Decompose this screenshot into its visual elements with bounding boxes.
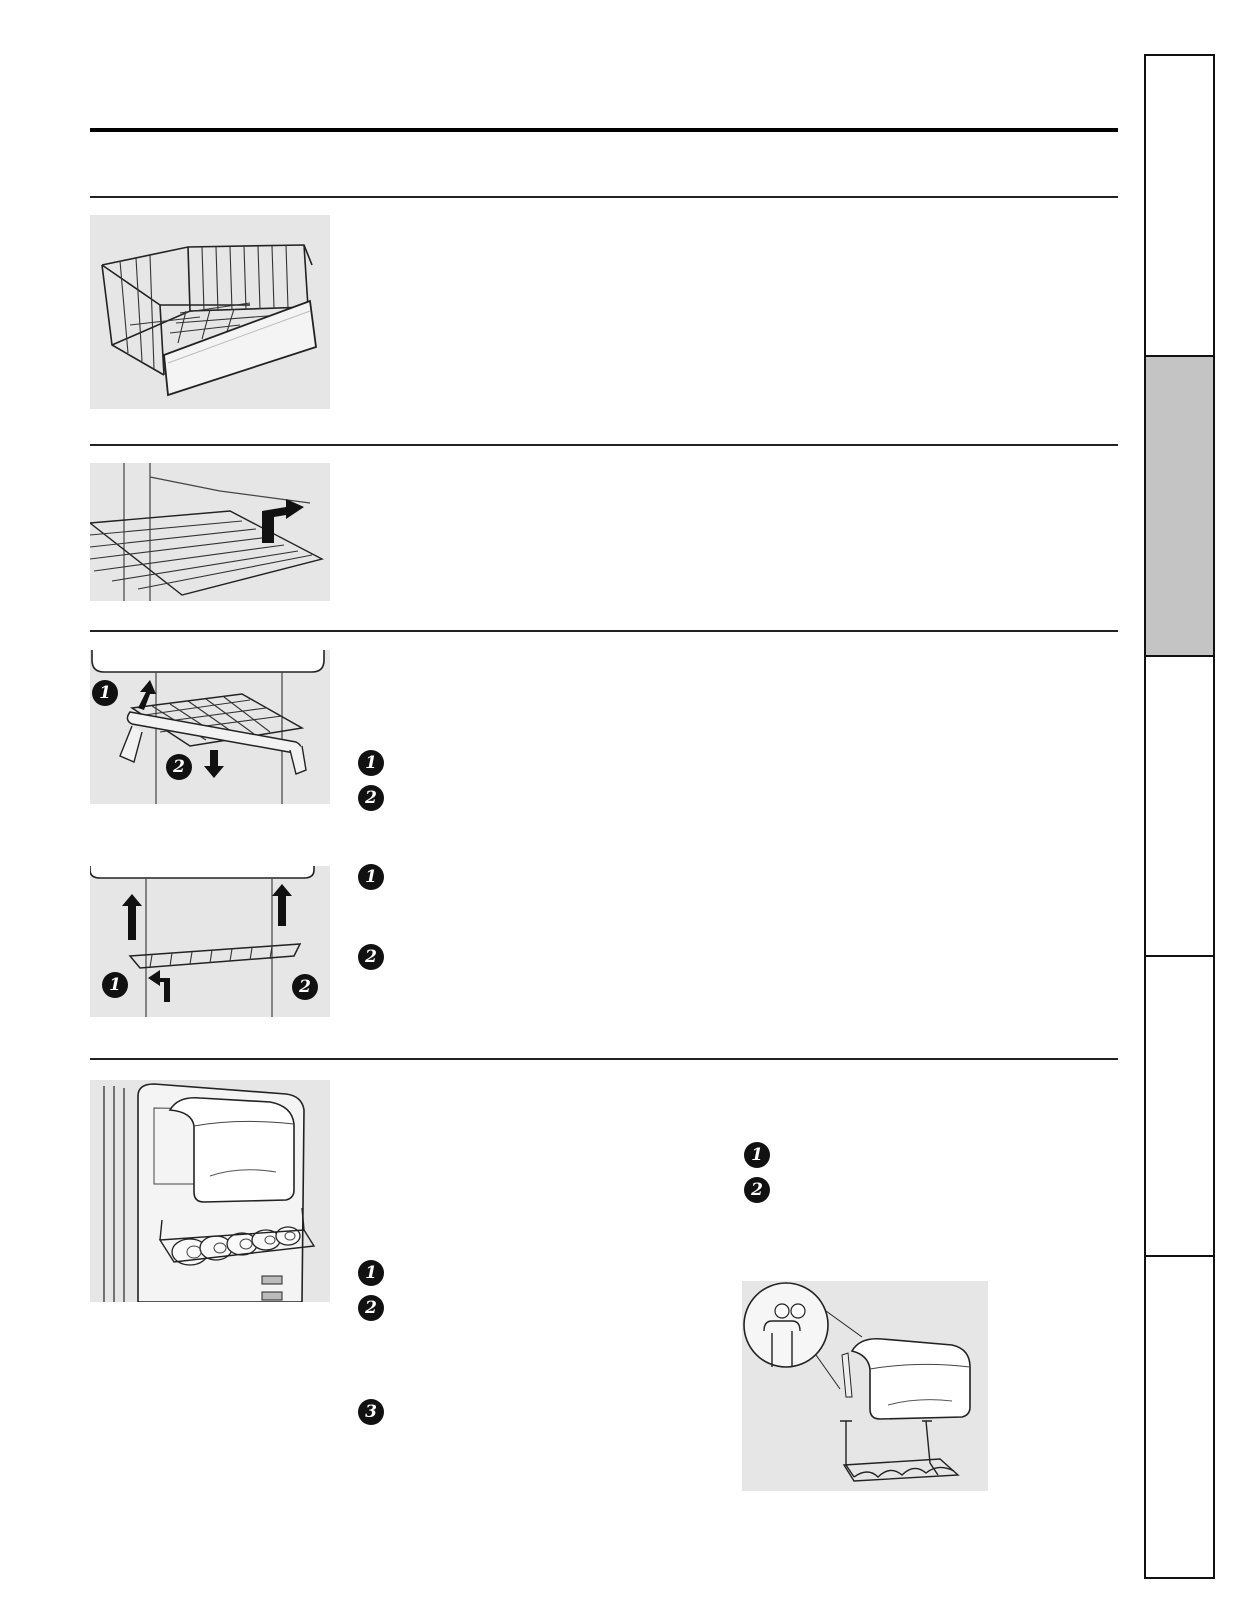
figure-step-2-badge: 2 xyxy=(292,974,318,1000)
drawer-shelf-removal-illustration xyxy=(90,650,330,804)
section-tab-1[interactable] xyxy=(1146,56,1213,357)
step-badge-1: 1 xyxy=(744,1142,770,1168)
figure-step-1-badge: 1 xyxy=(102,972,128,998)
section-divider-1 xyxy=(90,196,1118,198)
section-divider-2 xyxy=(90,444,1118,446)
step-badge-2: 2 xyxy=(358,1295,384,1321)
step-badge-1: 1 xyxy=(358,1260,384,1286)
step-badge-2: 2 xyxy=(744,1177,770,1203)
section-tab-strip xyxy=(1144,54,1215,1579)
step-badge-1: 1 xyxy=(358,750,384,776)
can-rack-removal-illustration xyxy=(742,1281,988,1491)
can-rack-illustration xyxy=(90,1080,330,1302)
section-tab-2[interactable] xyxy=(1146,357,1213,657)
section-tab-3[interactable] xyxy=(1146,657,1213,957)
figure-step-2-badge: 2 xyxy=(166,754,192,780)
section-tab-5[interactable] xyxy=(1146,1257,1213,1577)
freezer-shelf-lift-illustration xyxy=(90,866,330,1017)
freezer-shelf-illustration xyxy=(90,463,330,601)
step-badge-1: 1 xyxy=(358,864,384,890)
section-divider-3 xyxy=(90,630,1118,632)
wire-basket-illustration xyxy=(90,215,330,409)
step-badge-3: 3 xyxy=(358,1399,384,1425)
header-rule xyxy=(90,128,1118,132)
step-badge-2: 2 xyxy=(358,785,384,811)
step-badge-2: 2 xyxy=(358,944,384,970)
figure-step-1-badge: 1 xyxy=(92,680,118,706)
section-divider-4 xyxy=(90,1058,1118,1060)
section-tab-4[interactable] xyxy=(1146,957,1213,1257)
